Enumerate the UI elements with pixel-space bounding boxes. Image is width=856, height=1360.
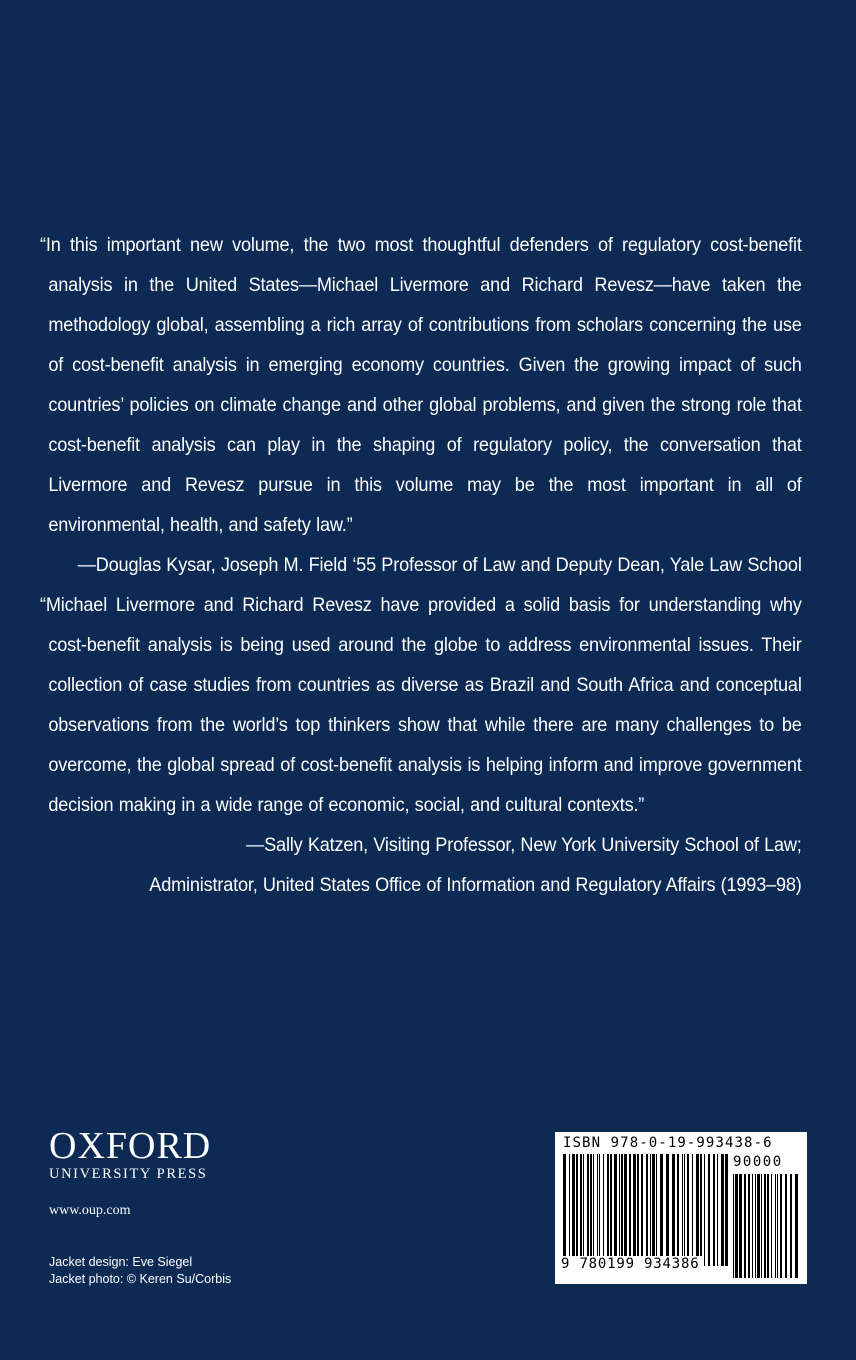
barcode-bar [660, 1154, 663, 1266]
barcode-bar [587, 1154, 589, 1266]
barcode-bar [569, 1154, 570, 1266]
barcode-bar [717, 1154, 718, 1266]
barcode-bar [641, 1154, 643, 1266]
barcode-bar [684, 1154, 685, 1266]
barcode-bar [795, 1174, 798, 1278]
barcode-bar [599, 1154, 600, 1266]
endorsement-quote-katzen [40, 585, 802, 905]
barcode-bar [704, 1154, 705, 1266]
quote-attribution-line-1: —Sally Katzen, Visiting Professor, New York University School of Law; [246, 834, 802, 856]
barcode-bar [656, 1154, 657, 1266]
ean-barcode-bars [563, 1154, 728, 1266]
barcode-bar [614, 1154, 617, 1266]
addon-barcode-bars [733, 1174, 799, 1278]
jacket-design-credit: Jacket design: Eve Siegel [49, 1255, 193, 1269]
barcode-bar [583, 1154, 584, 1266]
barcode-bar [629, 1154, 631, 1266]
quote-text: “Michael Livermore and Richard Revesz have provided a solid basis for understanding why cost-benefit analysis is being used around the globe to address environmental issues. Their collection of case studies from countries as diverse as Brazil and South Africa and conceptual observations from the world’s top thinkers show that while there are many challenges to be overcome, the global spread of cost-benefit analysis is helping inform and improve government decision making in a wide range of economic, social, and cultural contexts.” [40, 594, 802, 816]
barcode-bar [603, 1154, 604, 1266]
barcode-bar [563, 1154, 566, 1266]
jacket-photo-credit: Jacket photo: © Keren Su/Corbis [49, 1272, 232, 1286]
barcode-bar [692, 1154, 693, 1266]
barcode-bar [687, 1154, 689, 1266]
barcode-bar [682, 1154, 683, 1266]
barcode-bar [775, 1174, 776, 1278]
barcode-bar [790, 1174, 792, 1278]
barcode-bar [739, 1174, 742, 1278]
barcode-bar [764, 1174, 766, 1278]
publisher-subname: UNIVERSITY PRESS [49, 1166, 208, 1182]
barcode-bar [721, 1154, 724, 1266]
barcode-bar [767, 1174, 769, 1278]
barcode-bar [713, 1154, 715, 1266]
barcode-bar [780, 1174, 782, 1278]
barcode-bar [748, 1174, 750, 1278]
barcode-bar [624, 1154, 627, 1266]
barcode-bar [637, 1154, 639, 1266]
jacket-credits [49, 1254, 231, 1288]
barcode-bar [725, 1154, 728, 1266]
barcode-bar [677, 1154, 679, 1266]
barcode-bar [652, 1154, 655, 1266]
quote-attribution-line-2: Administrator, United States Office of Information and Regulatory Affairs (1993–98) [149, 874, 802, 896]
barcode-bar [572, 1154, 575, 1266]
barcode-bar [619, 1154, 620, 1266]
quote-attribution: —Douglas Kysar, Joseph M. Field ‘55 Professor of Law and Deputy Dean, Yale Law School [77, 554, 802, 576]
barcode-bar [733, 1174, 734, 1278]
isbn-barcode [555, 1132, 807, 1284]
barcode-bar [646, 1154, 648, 1266]
publisher-logo [49, 1125, 212, 1219]
barcode-bar [666, 1154, 669, 1266]
barcode-bar [700, 1154, 702, 1266]
barcode-bar [610, 1154, 612, 1266]
barcode-bar [593, 1154, 594, 1266]
barcode-bar [771, 1174, 772, 1278]
publisher-url: www.oup.com [49, 1203, 131, 1218]
barcode-bar [696, 1154, 699, 1266]
barcode-bar [576, 1154, 578, 1266]
barcode-bar [785, 1174, 787, 1278]
barcode-bar [735, 1174, 738, 1278]
barcode-bar [590, 1154, 592, 1266]
barcode-bar [708, 1154, 710, 1266]
barcode-bar [580, 1154, 582, 1266]
price-code: 90000 [733, 1154, 783, 1170]
barcode-bar [755, 1174, 756, 1278]
barcode-bar [650, 1154, 651, 1266]
barcode-bar [777, 1174, 778, 1278]
barcode-bar [744, 1174, 746, 1278]
barcode-bar [757, 1174, 760, 1278]
isbn-label: ISBN 978-0-19-993438-6 [563, 1135, 773, 1151]
barcode-bar [621, 1154, 623, 1266]
barcode-bar [752, 1174, 753, 1278]
ean-digits: 9 780199 934386 [559, 1256, 703, 1272]
barcode-bar [597, 1154, 598, 1266]
barcode-bar [607, 1154, 609, 1266]
barcode-bar [761, 1174, 762, 1278]
publisher-name: OXFORD [49, 1125, 212, 1167]
endorsement-quote-kysar [40, 225, 802, 585]
barcode-bar [672, 1154, 675, 1266]
barcode-bar [633, 1154, 636, 1266]
quote-text: “In this important new volume, the two most thoughtful defenders of regulatory cost-benefit analysis in the United States—Michael Livermore and Richard Revesz—have taken the methodology global, assembling a rich array of contributions from scholars concerning the use of cost-benefit analysis in emerging economy countries. Given the growing impact of such countries’ policies on climate change and other global problems, and given the strong role that cost-benefit analysis can play in the shaping of regulatory policy, the conversation that Livermore and Revesz pursue in this volume may be the most important in all of environmental, health, and safety law.” [40, 234, 802, 536]
